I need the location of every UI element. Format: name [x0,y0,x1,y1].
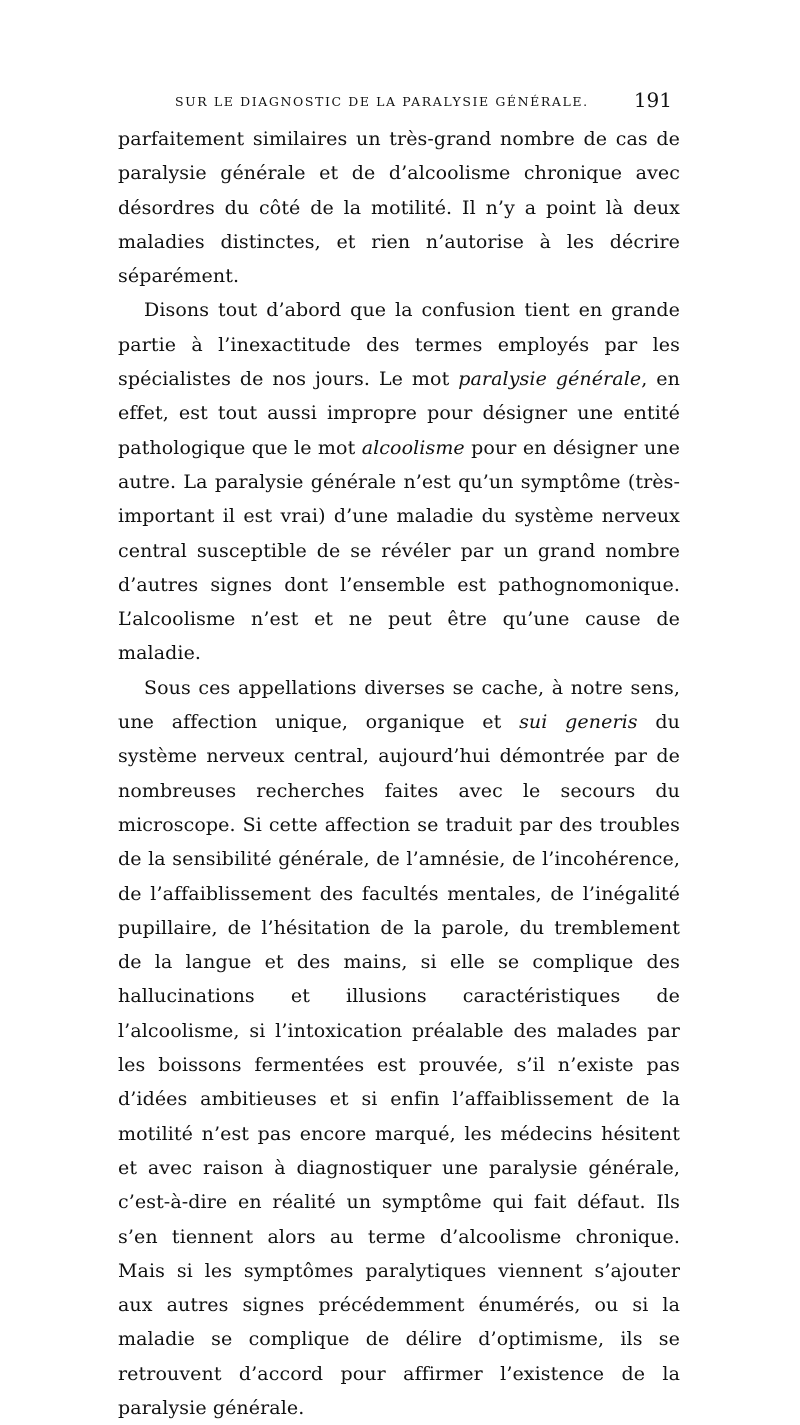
italic-term: alcoolisme [361,436,465,459]
running-head [175,88,675,114]
paragraph-continuation [118,122,680,293]
italic-term: sui generis [519,711,638,734]
text-run: Disons tout d’abord que la confusion tient en grande partie à l’inexactitude des termes employés par les spécialistes de nos jours. Le mot [118,299,680,391]
text-run: pour en désigner une autre. La paralysie générale n’est qu’un symptôme (très-important il est vrai) d’une maladie du système nerveux central susceptible de se révéler par un grand nombre d’autres signes dont l’ensemble est pathognomonique. L’alcoolisme n’est et ne peut être qu’une cause de maladie. [118,436,680,665]
text-run: du système nerveux central, aujourd’hui démontrée par de nombreuses recherches faites avec le secours du microscope. Si cette affection se traduit par des troubles de la sensibilité générale, de l’amnésie, de l’incohérence, de l’affaiblissement des facultés mentales, de l’inégalité pupillaire, de l’hésitation de la parole, du tremblement de la langue et des mains, si elle se complique des hallucinations et illusions caractéristiques de l’alcoolisme, si l’intoxication préalable des malades par les boissons fermentées est prouvée, s’il n’existe pas d’idées ambitieuses et si enfin l’affaiblissement de la motilité n’est pas encore marqué, les médecins hésitent et avec raison à diagnostiquer une paralysie générale, c’est-à-dire en réalité un symptôme qui fait défaut. Ils s’en tiennent alors au terme d’alcoolisme chronique. Mais si les symptômes paralytiques viennent s’ajouter aux autres signes précédemment énumérés, ou si la maladie se complique de délire d’optimisme, ils se retrouvent d’accord pour affirmer l’existence de la paralysie générale. [118,711,680,1419]
paragraph-terminology [118,293,680,670]
body-text [118,122,680,1425]
text-run: parfaitement similaires un très-grand nombre de cas de paralysie générale et de d’alcoolisme chronique avec désordres du côté de la motilité. Il n’y a point là deux maladies distinctes, et rien n’autorise à les décrire séparément. [118,128,680,288]
text-run: Sous ces appellations diverses se cache, à notre sens, une affection unique, organique et [118,676,680,734]
running-title: SUR LE DIAGNOSTIC DE LA PARALYSIE GÉNÉRALE. [175,94,589,109]
italic-term: paralysie générale [458,368,642,391]
text-run: , en effet, est tout aussi impropre pour désigner une entité pathologique que le mot [118,368,680,459]
page-number: 191 [633,88,672,112]
paragraph-unique-affection [118,671,680,1425]
